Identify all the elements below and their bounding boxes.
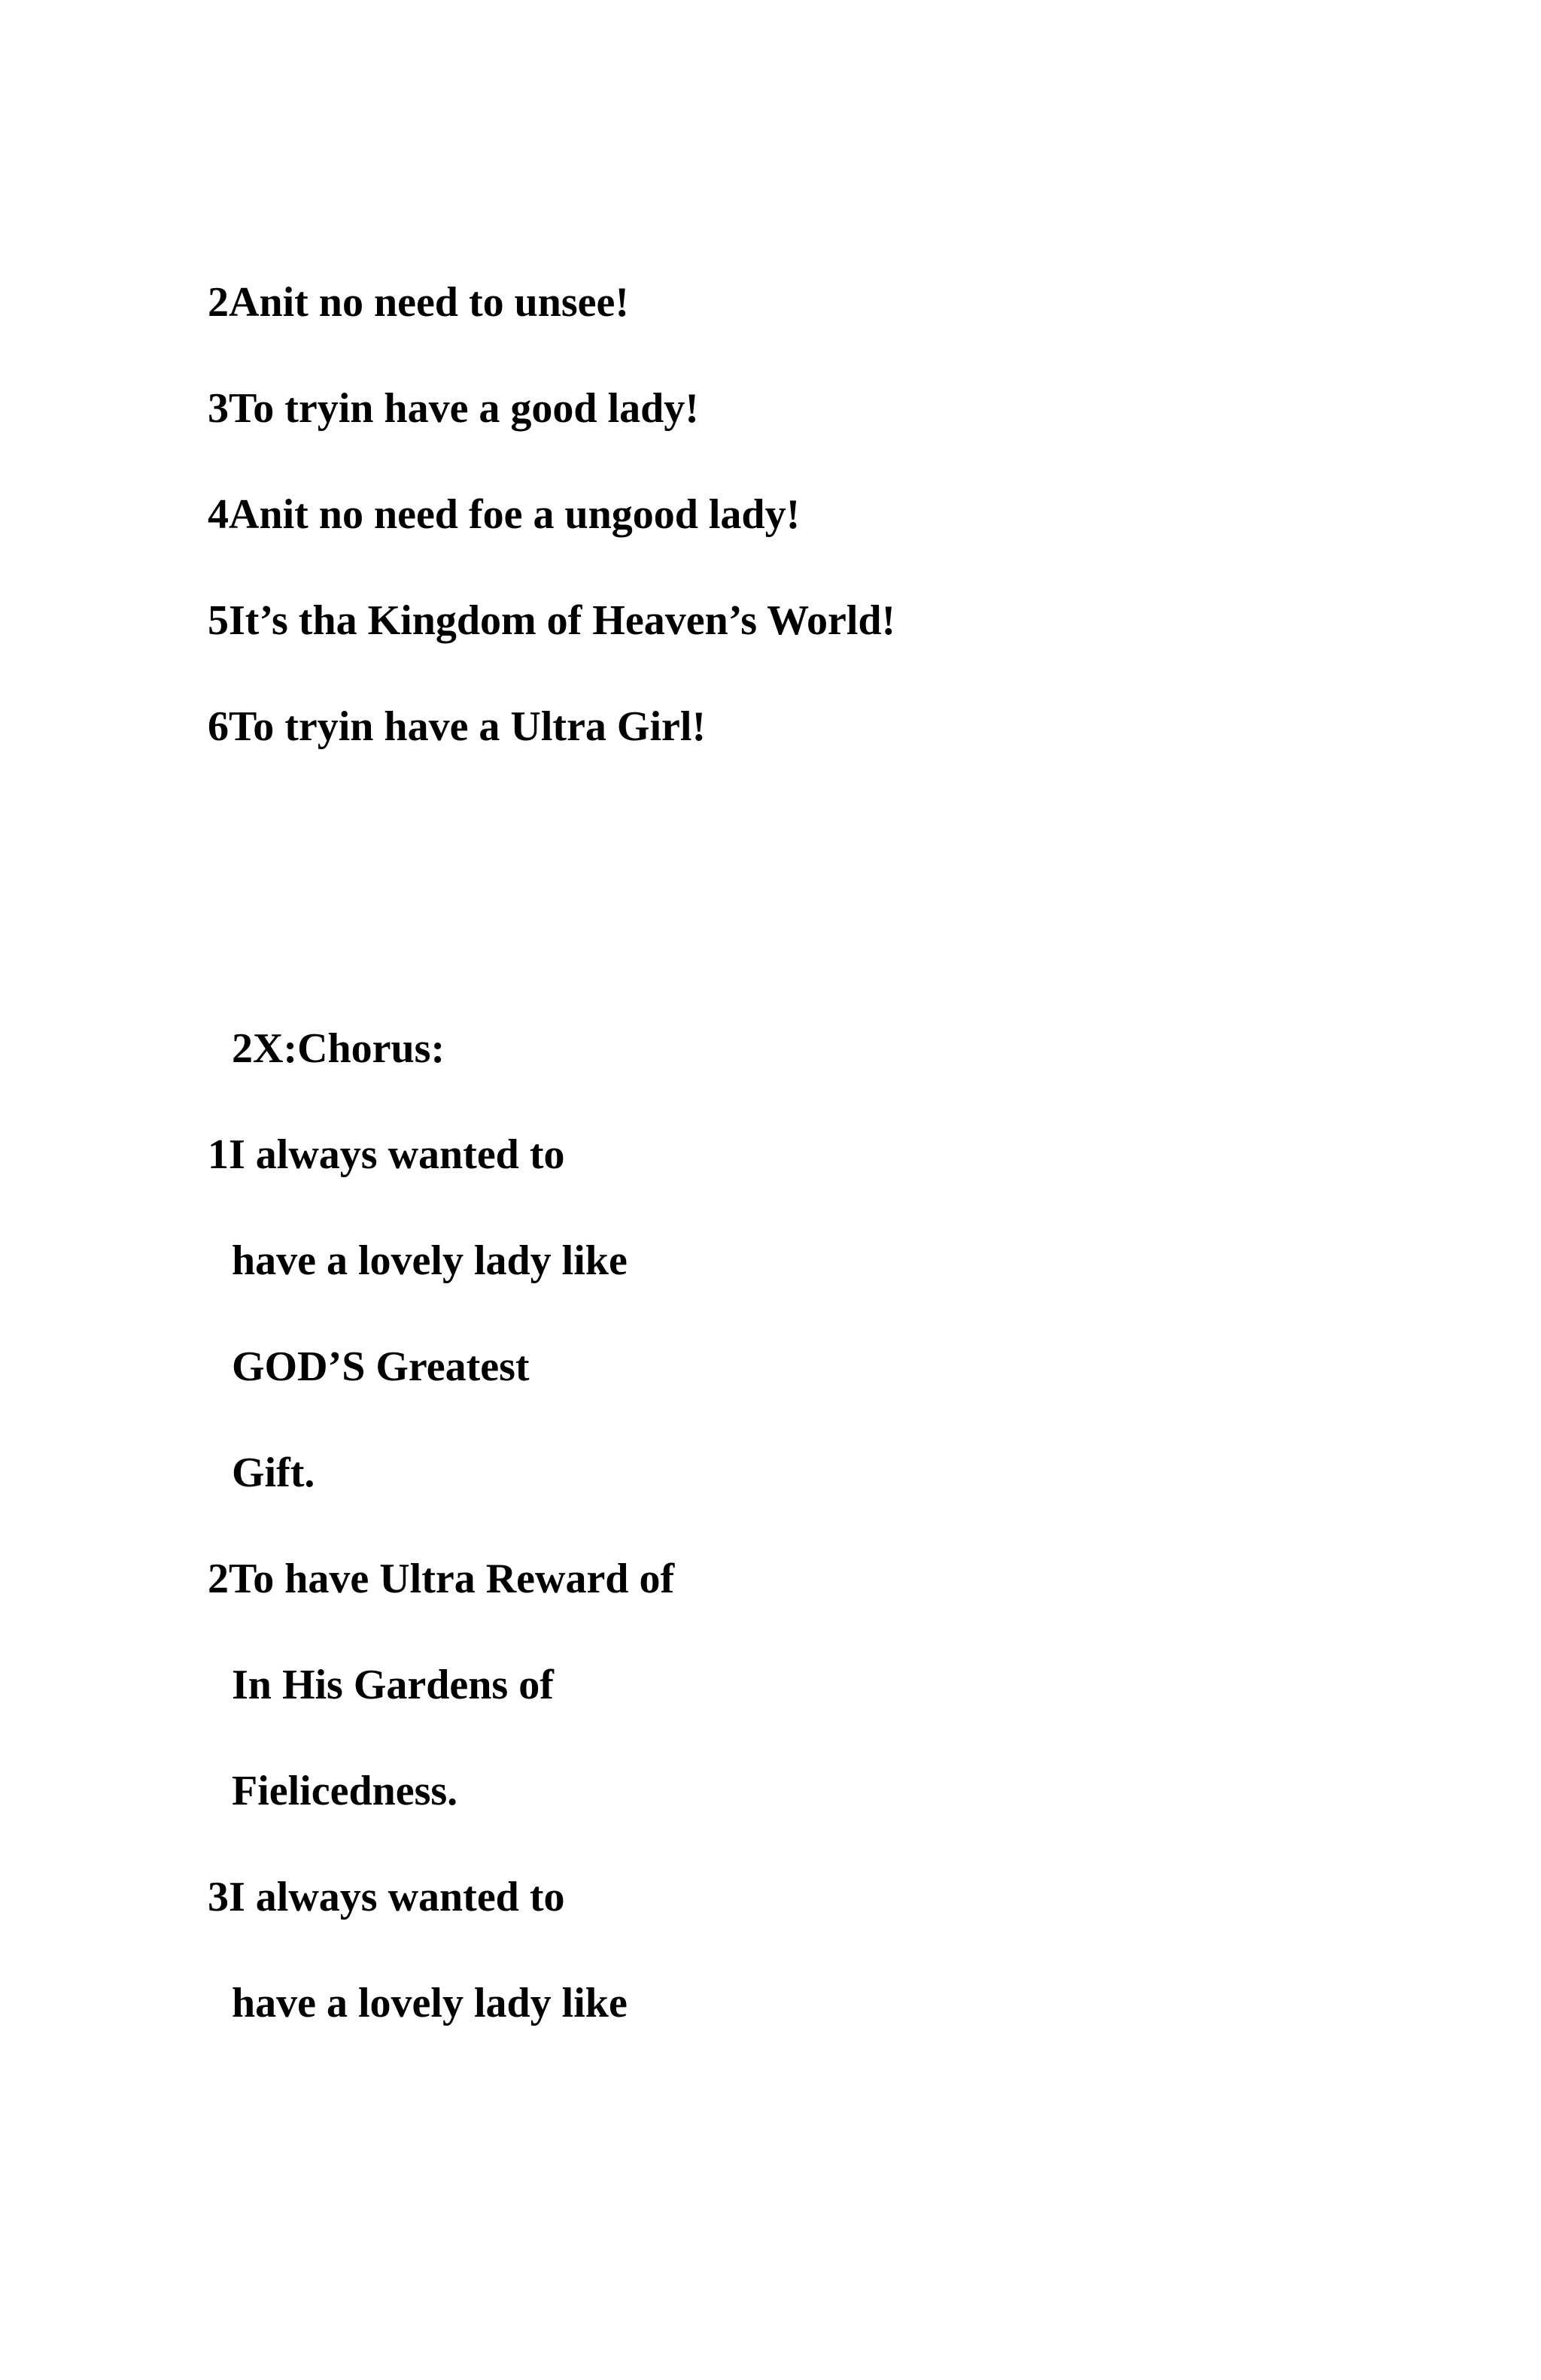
verse-line-5: 5It’s tha Kingdom of Heaven’s World! [208,597,896,644]
verse-line-6: 6To tryin have a Ultra Girl! [208,703,707,750]
chorus-line: In His Gardens of [232,1662,554,1708]
chorus-line: have a lovely lady like [232,1237,628,1284]
verse-line-4: 4Anit no need foe a ungood lady! [208,491,801,538]
chorus-line: 2To have Ultra Reward of [208,1556,675,1602]
chorus-line: 1I always wanted to [208,1131,565,1178]
chorus-heading: 2X:Chorus: [232,1025,445,1072]
chorus-line: have a lovely lady like [232,1980,628,2026]
chorus-line: 3I always wanted to [208,1874,565,1920]
chorus-line: Fielicedness. [232,1768,458,1814]
verse-line-3: 3To tryin have a good lady! [208,385,699,432]
verse-line-2: 2Anit no need to unsee! [208,279,630,326]
chorus-line: Gift. [232,1450,315,1496]
chorus-line: GOD’S Greatest [232,1343,530,1390]
